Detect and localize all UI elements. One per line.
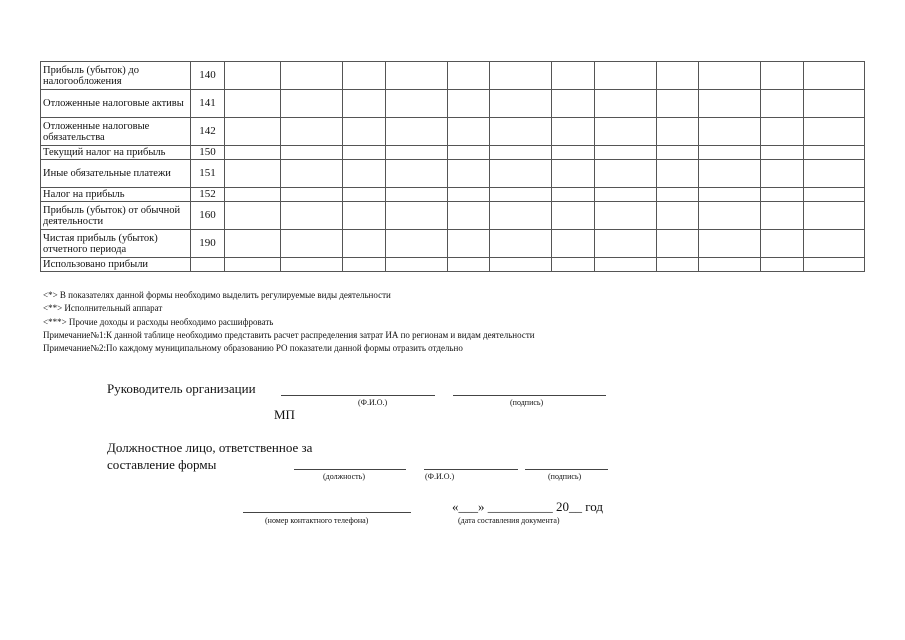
value-cell[interactable] [657,62,699,90]
value-cell[interactable] [225,160,281,188]
value-cell[interactable] [343,90,386,118]
value-cell[interactable] [281,202,343,230]
value-cell[interactable] [281,62,343,90]
value-cell[interactable] [281,258,343,272]
value-cell[interactable] [448,118,490,146]
value-cell[interactable] [490,188,552,202]
value-cell[interactable] [343,258,386,272]
value-cell[interactable] [595,160,657,188]
value-cell[interactable] [804,118,865,146]
value-cell[interactable] [281,90,343,118]
responsible-fio-line[interactable] [424,469,518,470]
responsible-fio-caption: (Ф.И.О.) [425,472,455,481]
table-row [41,118,865,146]
value-cell[interactable] [804,160,865,188]
responsible-sign-line[interactable] [525,469,608,470]
table-row [41,90,865,118]
row-code: 152 [191,188,225,202]
value-cell[interactable] [343,188,386,202]
value-cell[interactable] [386,146,448,160]
value-cell[interactable] [761,146,804,160]
value-cell[interactable] [225,202,281,230]
value-cell[interactable] [343,202,386,230]
value-cell[interactable] [225,230,281,258]
value-cell[interactable] [699,188,761,202]
value-cell[interactable] [657,230,699,258]
position-line[interactable] [294,469,406,470]
value-cell[interactable] [448,90,490,118]
value-cell[interactable] [804,146,865,160]
date-field[interactable]: «___» __________ 20__ год [452,499,603,514]
value-cell[interactable] [448,230,490,258]
value-cell[interactable] [657,258,699,272]
row-code: 142 [191,118,225,146]
value-cell[interactable] [386,90,448,118]
value-cell[interactable] [448,202,490,230]
value-cell[interactable] [225,188,281,202]
value-cell[interactable] [448,160,490,188]
value-cell[interactable] [490,118,552,146]
value-cell[interactable] [552,62,595,90]
value-cell[interactable] [699,118,761,146]
value-cell[interactable] [699,202,761,230]
value-cell[interactable] [386,62,448,90]
value-cell[interactable] [804,62,865,90]
note-1: Примечание№1:К данной таблице необходимо представить расчет распределения затрат ИА по регионам и видам деятельности [43,329,535,340]
value-cell[interactable] [343,118,386,146]
phone-line[interactable] [243,512,411,513]
value-cell[interactable] [761,230,804,258]
value-cell[interactable] [595,118,657,146]
value-cell[interactable] [552,90,595,118]
value-cell[interactable] [761,90,804,118]
value-cell[interactable] [281,160,343,188]
value-cell[interactable] [386,230,448,258]
table-row [41,62,865,90]
value-cell[interactable] [386,118,448,146]
head-label: Руководитель организации [107,381,256,396]
value-cell[interactable] [595,230,657,258]
value-cell[interactable] [552,160,595,188]
table-row [41,202,865,230]
row-code: 151 [191,160,225,188]
value-cell[interactable] [657,146,699,160]
value-cell[interactable] [552,258,595,272]
value-cell[interactable] [490,230,552,258]
note-2: Примечание№2:По каждому муниципальному образованию РО показатели данной формы отразить отдельно [43,343,463,354]
value-cell[interactable] [595,62,657,90]
table-row [41,188,865,202]
value-cell[interactable] [448,146,490,160]
value-cell[interactable] [552,146,595,160]
row-code [191,258,225,272]
footnote-other-income: <***> Прочие доходы и расходы необходимо расшифровать [43,316,274,327]
value-cell[interactable] [343,62,386,90]
value-cell[interactable] [490,146,552,160]
value-cell[interactable] [804,202,865,230]
value-cell[interactable] [448,62,490,90]
value-cell[interactable] [386,202,448,230]
footnote-apparatus: <**> Исполнительный аппарат [43,303,163,314]
value-cell[interactable] [448,258,490,272]
row-name: Налог на прибыль [41,188,191,202]
value-cell[interactable] [552,202,595,230]
value-cell[interactable] [699,146,761,160]
value-cell[interactable] [699,258,761,272]
head-fio-line[interactable] [281,395,435,396]
value-cell[interactable] [657,160,699,188]
value-cell[interactable] [761,258,804,272]
value-cell[interactable] [657,202,699,230]
value-cell[interactable] [343,230,386,258]
value-cell[interactable] [490,202,552,230]
value-cell[interactable] [225,90,281,118]
value-cell[interactable] [490,160,552,188]
value-cell[interactable] [595,258,657,272]
value-cell[interactable] [490,258,552,272]
position-caption: (должность) [323,472,365,481]
value-cell[interactable] [699,230,761,258]
value-cell[interactable] [804,258,865,272]
value-cell[interactable] [281,118,343,146]
value-cell[interactable] [699,90,761,118]
value-cell[interactable] [386,160,448,188]
value-cell[interactable] [225,146,281,160]
value-cell[interactable] [804,90,865,118]
responsible-label-2: составление формы [107,457,217,472]
row-code: 160 [191,202,225,230]
value-cell[interactable] [761,118,804,146]
value-cell[interactable] [761,188,804,202]
value-cell[interactable] [804,188,865,202]
row-name: Отложенные налоговые обязательства [41,118,191,146]
responsible-label-1: Должностное лицо, ответственное за [107,440,313,455]
value-cell[interactable] [225,258,281,272]
row-code: 190 [191,230,225,258]
value-cell[interactable] [595,90,657,118]
value-cell[interactable] [281,230,343,258]
footnotes [43,289,535,355]
value-cell[interactable] [386,188,448,202]
head-fio-caption: (Ф.И.О.) [358,398,388,407]
value-cell[interactable] [552,230,595,258]
value-cell[interactable] [448,188,490,202]
value-cell[interactable] [595,146,657,160]
value-cell[interactable] [552,118,595,146]
value-cell[interactable] [761,62,804,90]
row-name: Прибыль (убыток) до налогообложения [41,62,191,90]
table-row [41,258,865,272]
value-cell[interactable] [761,202,804,230]
row-name: Иные обязательные платежи [41,160,191,188]
footnote-regulated: <*> В показателях данной формы необходимо выделить регулируемые виды деятельности [43,290,391,300]
value-cell[interactable] [490,90,552,118]
value-cell[interactable] [225,62,281,90]
value-cell[interactable] [657,188,699,202]
value-cell[interactable] [225,118,281,146]
value-cell[interactable] [281,188,343,202]
row-code: 141 [191,90,225,118]
row-code: 150 [191,146,225,160]
value-cell[interactable] [804,230,865,258]
value-cell[interactable] [343,146,386,160]
value-cell[interactable] [657,90,699,118]
report-table [40,61,865,272]
head-sign-caption: (подпись) [510,398,544,407]
value-cell[interactable] [657,118,699,146]
table-row [41,230,865,258]
stamp-label: МП [274,407,295,422]
value-cell[interactable] [761,160,804,188]
responsible-sign-caption: (подпись) [548,472,582,481]
row-name: Чистая прибыль (убыток) отчетного периода [41,230,191,258]
head-sign-line[interactable] [453,395,606,396]
row-name: Текущий налог на прибыль [41,146,191,160]
value-cell[interactable] [552,188,595,202]
row-name: Прибыль (убыток) от обычной деятельности [41,202,191,230]
table-row [41,146,865,160]
date-caption: (дата составления документа) [458,516,560,525]
value-cell[interactable] [699,62,761,90]
value-cell[interactable] [699,160,761,188]
row-code: 140 [191,62,225,90]
value-cell[interactable] [386,258,448,272]
value-cell[interactable] [595,202,657,230]
value-cell[interactable] [490,62,552,90]
row-name: Использовано прибыли [41,258,191,272]
phone-caption: (номер контактного телефона) [265,516,369,525]
value-cell[interactable] [595,188,657,202]
value-cell[interactable] [281,146,343,160]
row-name: Отложенные налоговые активы [41,90,191,118]
table-row [41,160,865,188]
value-cell[interactable] [343,160,386,188]
